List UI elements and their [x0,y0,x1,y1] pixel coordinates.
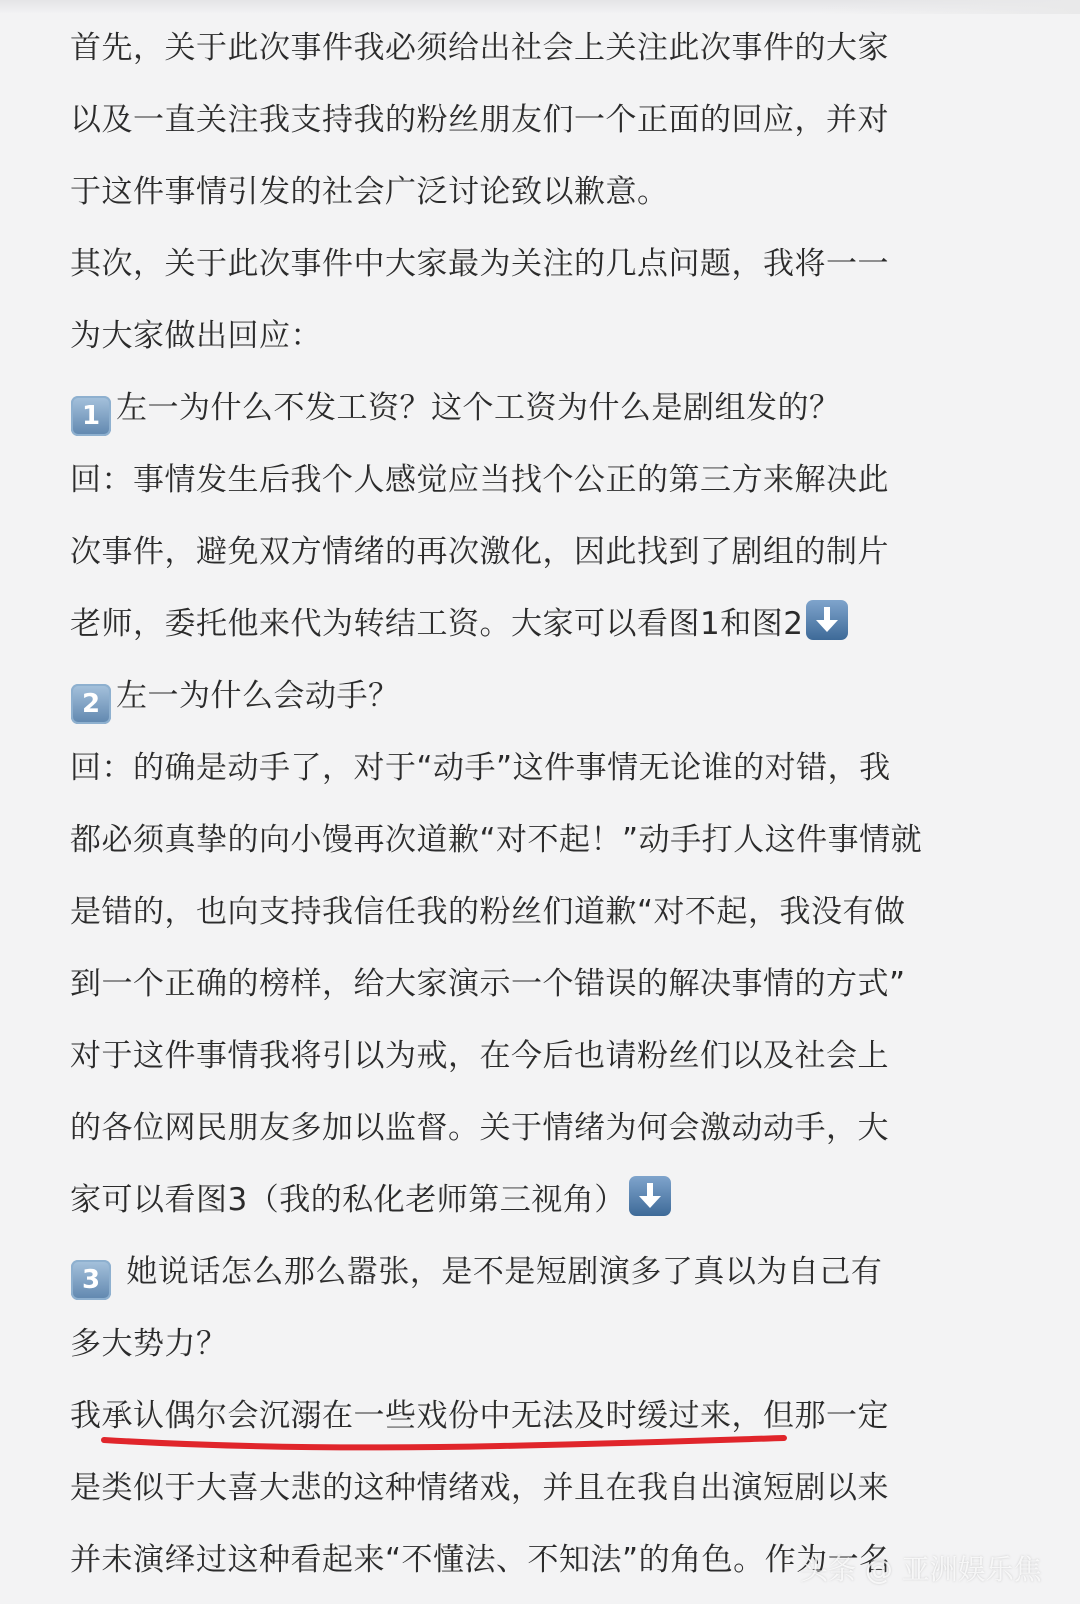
text-line-3: 于这件事情引发的社会广泛讨论致以歉意。 [70,174,669,210]
text-line-19: 多大势力？ [70,1326,228,1362]
text-line-4: 其次，关于此次事件中大家最为关注的几点问题，我将一一 [70,246,889,282]
text-line-13: 是错的，也向支持我信任我的粉丝们道歉“对不起，我没有做 [70,894,906,930]
text-line-11: 回：的确是动手了，对于“动手”这件事情无论谁的对错，我 [70,750,891,786]
down-arrow-icon [629,1176,671,1216]
question-1-text: 左一为什么不发工资？这个工资为什么是剧组发的？ [116,390,841,426]
keycap-1-icon: 1 [71,396,111,436]
text-line-2: 以及一直关注我支持我的粉丝朋友们一个正面的回应，并对 [70,102,889,138]
text-line-7: 回：事情发生后我个人感觉应当找个公正的第三方来解决此 [70,462,889,498]
keycap-2-icon: 2 [71,684,111,724]
text-line-14: 到一个正确的榜样，给大家演示一个错误的解决事情的方式” [70,966,906,1002]
text-line-1: 首先，关于此次事件我必须给出社会上关注此次事件的大家 [70,30,889,66]
text-line-15: 对于这件事情我将引以为戒，在今后也请粉丝们以及社会上 [70,1038,889,1074]
text-line-12: 都必须真挚的向小馒再次道歉“对不起！”动手打人这件事情就 [70,822,923,858]
text-line-16: 的各位网民朋友多加以监督。关于情绪为何会激动动手，大 [70,1110,889,1146]
answer-2-last-text: 家可以看图3（我的私化老师第三视角） [70,1182,626,1218]
question-2-text: 左一为什么会动手？ [116,678,400,714]
down-arrow-icon [806,600,848,640]
answer-1-last-line [70,596,1010,668]
answer-2-last-line [70,1172,1010,1244]
question-1-line [70,380,1010,452]
text-line-21: 是类似于大喜大悲的这种情绪戏，并且在我自出演短剧以来 [70,1470,889,1506]
statement-document [70,20,1010,1604]
text-line-22: 并未演绎过这种看起来“不懂法、不知法”的角色。作为一名 [70,1542,891,1578]
text-line-8: 次事件，避免双方情绪的再次激化，因此找到了剧组的制片 [70,534,889,570]
keycap-3-icon: 3 [71,1260,111,1300]
text-line-5: 为大家做出回应： [70,318,322,354]
top-edge-shadow [0,0,1080,14]
answer-1-last-text: 老师，委托他来代为转结工资。大家可以看图1和图2 [70,606,804,642]
red-underline-annotation [100,1428,790,1452]
watermark: 头条 @ 亚洲娱乐焦 [800,1553,1042,1586]
question-3-line [70,1244,1010,1316]
question-2-line [70,668,1010,740]
highlighted-line: 我承认偶尔会沉溺在一些戏份中无法及时缓过来，但那一定 [70,1398,889,1434]
question-3-text: 她说话怎么那么嚣张，是不是短剧演多了真以为自己有 [126,1254,883,1290]
